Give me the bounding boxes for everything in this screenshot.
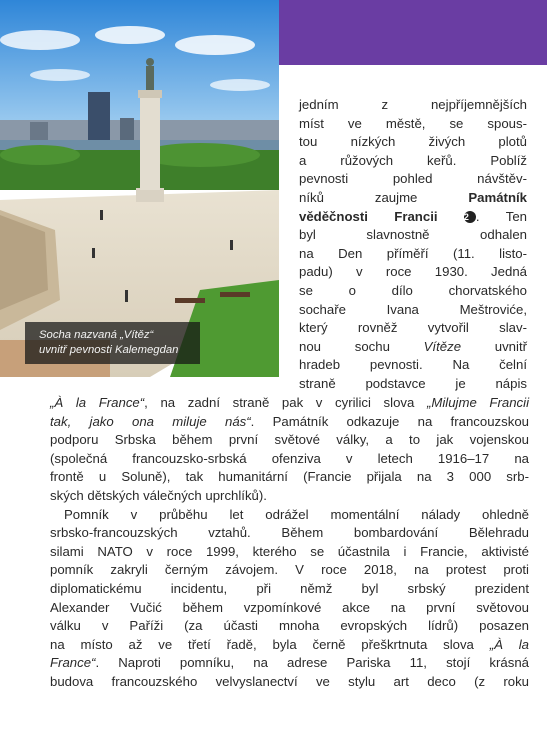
text-line: diplomatickému incidentu, při němž byl srbský prezident <box>50 580 529 596</box>
inscription-cyrillic: „Milujme Francii <box>426 395 530 410</box>
text-line: sochaře Ivana Meštroviće, <box>299 301 527 317</box>
text-line: který rovněž vytvořil slav- <box>299 320 527 336</box>
text-fragment: , na zadní straně pak v cyrilici slova <box>144 395 427 410</box>
text-line <box>50 394 529 413</box>
text-fragment: uvnitř <box>494 338 527 354</box>
inscription-french: „À la France“ <box>50 395 145 410</box>
text-fragment: . Památník odkazuje na francouzskou <box>250 413 529 429</box>
victor-statue-image <box>0 0 279 377</box>
text-fragment: . Naproti pomníku, na adrese Pariska 11, stojí krásná <box>95 655 529 671</box>
statue-name: Vítěze <box>423 338 462 354</box>
text-line: frontě u Soluně), tak humanitární (Francie přijala na 3 000 srb- <box>50 469 529 485</box>
text-line: (společná francouzsko-srbská ofenziva v letech 1916–17 na <box>50 450 529 466</box>
text-line: srbsko-francouzských vztahů. Během bombardování Bělehradu <box>50 525 529 541</box>
text-line: a růžových keřů. Poblíž <box>299 152 527 168</box>
monument-name-cont: věděčnosti Francii <box>299 208 438 224</box>
monument-name: Památník <box>468 189 527 205</box>
text-line: podporu Srbska během první světové války, a to jak vojenskou <box>50 432 529 448</box>
text-line <box>50 654 529 673</box>
text-fragment: na místo až ve třetí řadě, byla černě přeškrtnuta slova <box>50 636 490 652</box>
inscription-cyrillic-cont: tak, jako ona miluje nás“ <box>50 413 251 429</box>
text-line <box>299 208 527 227</box>
side-column-text <box>299 96 527 394</box>
text-line: hradeb pevnosti. Na čelní <box>299 357 527 373</box>
text-line: ských dětských válečných uprchlíků). <box>50 487 267 503</box>
monument-photo <box>0 0 279 377</box>
text-fragment: nou sochu <box>299 338 390 354</box>
text-line: budova francouzského velvyslanectví ve stylu art deco (z roku <box>50 673 529 689</box>
text-line: válku v Paříži (za účasti mnoha evropských lídrů) posazen <box>50 618 529 634</box>
text-line <box>299 338 527 357</box>
text-line: pevnosti pohled návštěv- <box>299 171 527 187</box>
text-line: padu) v roce 1930. Jedná <box>299 264 527 280</box>
text-line: tou nízkých živých plotů <box>299 134 527 150</box>
text-line: jedním z nejpříjemnějších <box>299 97 527 112</box>
text-line: Pomník v průběhu let odrážel momentální nálady ohledně <box>64 506 529 522</box>
text-line: pomník zakryli černým závojem. V roce 2018, na protest proti <box>50 562 529 578</box>
caption-line-1: Socha nazvaná „Vítěz“ <box>39 329 154 341</box>
text-line <box>50 636 529 655</box>
text-line: straně podstavce je nápis <box>299 375 527 391</box>
text-line: na Den příměří (11. listo- <box>299 245 527 261</box>
text-line: Alexander Vučić během vzpomínkové akce na první světovou <box>50 599 529 615</box>
header-color-band <box>279 0 547 65</box>
inscription-french: „À la <box>489 636 529 652</box>
text-line: byl slavnostně odhalen <box>299 227 527 243</box>
text-line <box>50 413 529 432</box>
text-fragment: níků zaujme <box>299 189 418 205</box>
map-marker-badge: 2 <box>464 211 476 223</box>
caption-line-2: uvnitř pevnosti Kalemegdan <box>39 344 179 356</box>
photo-caption <box>25 322 200 364</box>
inscription-french-cont: France“ <box>50 655 96 671</box>
text-line: silami NATO v roce 1999, kterého se účastnila i Francie, aktivisté <box>50 543 529 559</box>
text-line <box>299 189 527 208</box>
text-line: míst ve městě, se spous- <box>299 115 527 131</box>
text-line: se o dílo chorvatského <box>299 282 527 298</box>
text-fragment: . Ten <box>475 208 527 224</box>
body-text <box>50 394 530 692</box>
